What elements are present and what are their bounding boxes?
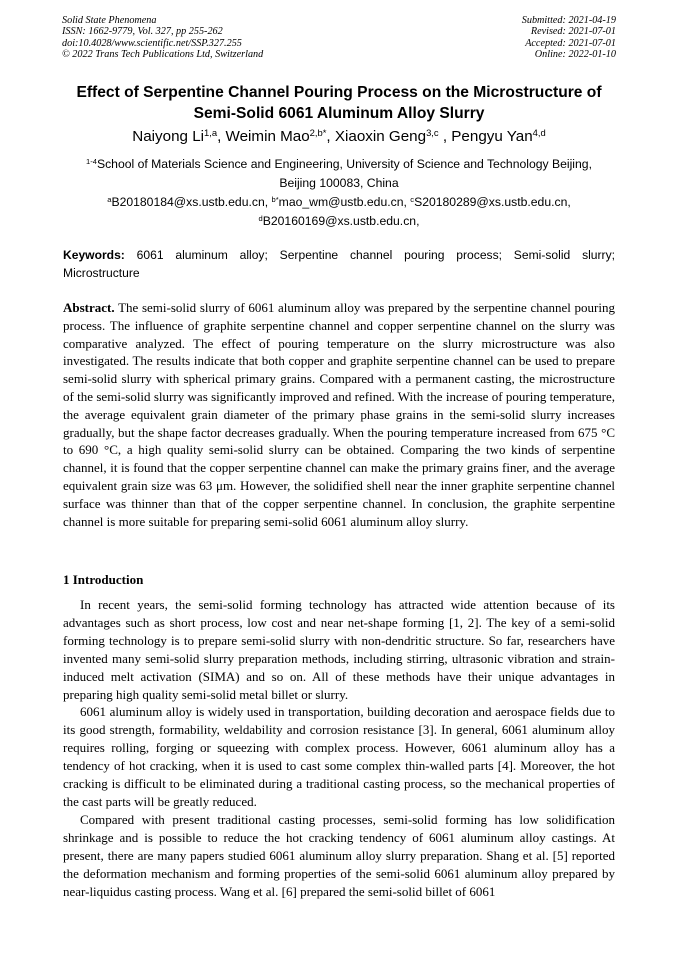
author-separator: , [326,128,335,145]
author-name: Pengyu Yan [451,128,533,145]
issn-line: ISSN: 1662-9779, Vol. 327, pp 255-262 [62,26,223,38]
email-address: B20180184@xs.ustb.edu.cn, [111,195,272,209]
abstract-text: The semi-solid slurry of 6061 aluminum alloy was prepared by the serpentine channel pouring process. The influence of graphite serpentine channel and copper serpentine channel on the slurry was comparative analyzed. The effect of pouring temperature on the slurry microstructure was also investigated. The results indicate that both copper and graphite serpentine channel can be used to prepare semi-solid slurry with spherical primary grains. Compared with a permanent casting, the microstructure of the semi-solid slurry was significantly improved and refined. With the increase of pouring temperature, the average equivalent grain diameter of the primary phase grains in the semi-solid slurry increases gradually, but the shape factor decreases gradually. When the pouring temperature increased from 675 °C to 690 °C, a high quality semi-solid slurry can be obtained. Comparing the two kinds of serpentine channel, it is found that the copper serpentine channel can make the primary grains finer, and the average equivalent grain size was 63 μm. However, the solidified shell near the inner graphite serpentine channel surface was thinner than that of the copper serpentine channel. In conclusion, the graphite serpentine channel is more suitable for preparing semi-solid 6061 aluminum alloy slurry. [63,300,615,529]
doi-line: doi:10.4028/www.scientific.net/SSP.327.255 [62,37,242,49]
title-line: Effect of Serpentine Channel Pouring Process on the Microstructure of [76,84,602,101]
body-paragraph: In recent years, the semi-solid forming technology has attracted wide attention because of its advantages such as short process, low cost and near net-shape forming [1, 2]. The key of a semi-solid forming technology is to prepare semi-solid slurry with non-dendritic structure. So far, researchers have invented many semi-solid slurry preparation methods, including stirring, ultrasonic vibration and strain-induced melt activation (SIMA) and so on. All of these methods have their unique advantages in preparing high quality semi-solid metal billet or slurry. [63,597,615,702]
affiliation-block [40,155,638,231]
title-line: Semi-Solid 6061 Aluminum Alloy Slurry [193,105,485,122]
email-address: B20160169@xs.ustb.edu.cn, [262,214,420,228]
email-superscript: d [258,213,263,223]
revised-date: Revised: 2021-07-01 [530,26,616,38]
email-superscript: a [107,194,112,204]
author-separator: , [438,128,452,145]
author-separator: , [217,128,226,145]
author-list [40,127,638,146]
author-superscript: 3,c [426,126,439,138]
section-heading: 1 Introduction [63,572,144,587]
author-name: Xiaoxin Geng [334,128,427,145]
copyright-line: © 2022 Trans Tech Publications Ltd, Switzerland [62,49,264,61]
affiliation-superscript: 1-4 [86,156,97,166]
submitted-date: Submitted: 2021-04-19 [521,15,616,26]
introduction-body [63,596,615,900]
email-line [40,212,638,231]
affiliation-text: School of Materials Science and Engineering, University of Science and Technology Beijing, [96,157,592,171]
email-address: S20180289@xs.ustb.edu.cn, [414,195,571,209]
keywords-block [63,246,615,282]
keywords-text: 6061 aluminum alloy; Serpentine channel pouring process; Semi-solid slurry; Microstructure [63,248,615,280]
author-superscript: 2,b* [309,126,327,138]
abstract-block [63,299,615,530]
body-paragraph: Compared with present traditional casting processes, semi-solid forming has low solidification shrinkage and is possible to reduce the hot cracking tendency of 6061 aluminum alloy castings. At present, there are many papers studied 6061 aluminum alloy slurry preparation. Shang et al. [5] reported the deformation mechanism and forming properties of the semi-solid 6061 aluminum alloy prepared by near-liquidus casting process. Wang et al. [6] prepared the semi-solid billet of 6061 [63,811,615,899]
online-date: Online: 2022-01-10 [534,49,616,61]
body-paragraph: 6061 aluminum alloy is widely used in transportation, building decoration and aerospace fields due to its good strength, formability, weldability and corrosion resistance [3]. In general, 6061 aluminum alloy requires rolling, forging or squeezing with complex process. However, 6061 aluminum alloy has a tendency of hot cracking, when it is used to cast some complex thin-walled parts [4]. Moreover, the hot cracking is difficult to be eliminated during a traditional casting process, so the mechanical properties of the cast parts will be greatly reduced. [63,704,615,809]
author-name: Naiyong Li [132,128,205,145]
affiliation-city: Beijing 100083, China [279,176,399,190]
email-superscript: c [410,194,415,204]
author-superscript: 1,a [204,126,218,138]
email-superscript: b* [271,194,279,204]
affiliation-line [40,155,638,174]
accepted-date: Accepted: 2021-07-01 [525,37,616,49]
abstract-label: Abstract. [63,300,115,315]
journal-name: Solid State Phenomena [62,15,157,26]
email-line [40,193,638,212]
author-name: Weimin Mao [225,128,310,145]
dates-info [522,15,616,61]
email-address: mao_wm@ustb.edu.cn, [278,195,411,209]
author-superscript: 4,d [532,126,546,138]
journal-info [62,15,263,61]
paper-title [40,82,638,124]
keywords-label: Keywords: [63,248,125,262]
